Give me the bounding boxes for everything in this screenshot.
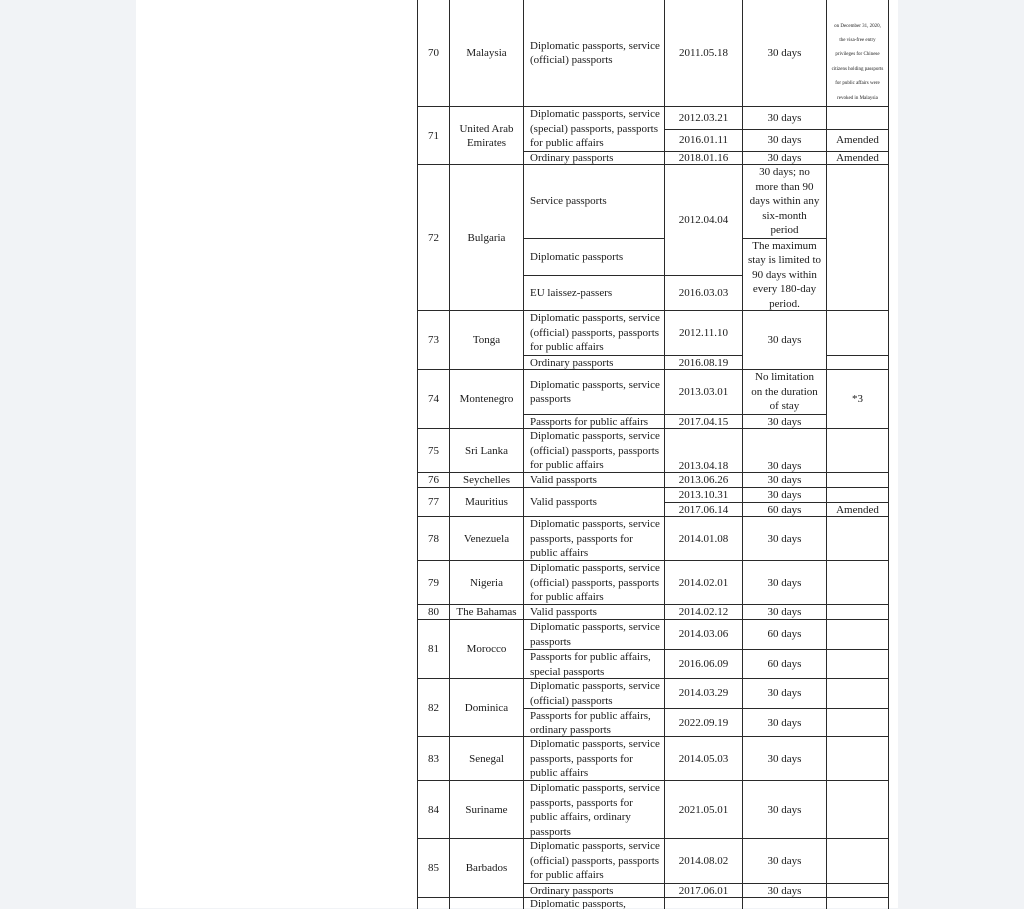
row-number: 82 bbox=[417, 679, 449, 737]
duration-of-stay: 30 days bbox=[742, 781, 826, 839]
duration-of-stay: 30 days bbox=[742, 473, 826, 488]
effective-date: 2011.05.18 bbox=[664, 0, 742, 106]
country-name: United Arab Emirates bbox=[449, 107, 523, 165]
remarks bbox=[826, 517, 889, 561]
duration-of-stay: 30 days bbox=[742, 517, 826, 561]
remarks bbox=[826, 839, 889, 883]
passport-type: Service passports bbox=[523, 165, 664, 238]
effective-date: 2013.10.31 bbox=[664, 488, 742, 502]
remarks bbox=[826, 561, 889, 605]
remarks bbox=[826, 107, 889, 129]
effective-date: 2013.03.01 bbox=[664, 370, 742, 414]
row-number: 74 bbox=[417, 370, 449, 429]
row-number: 73 bbox=[417, 311, 449, 370]
remarks bbox=[826, 605, 889, 620]
country-name: Senegal bbox=[449, 737, 523, 781]
passport-type: Ordinary passports bbox=[523, 355, 664, 370]
passport-type: Diplomatic passports, bbox=[523, 898, 664, 909]
duration-of-stay: No limitation on the duration of stay bbox=[742, 370, 826, 414]
country-name: Morocco bbox=[449, 620, 523, 679]
country-name: Suriname bbox=[449, 781, 523, 839]
country-name: Mauritius bbox=[449, 488, 523, 517]
row-number: 78 bbox=[417, 517, 449, 561]
effective-date: 2012.04.04 bbox=[664, 165, 742, 275]
country-name: Barbados bbox=[449, 839, 523, 898]
remarks: *3 bbox=[826, 370, 889, 429]
duration-of-stay: 30 days bbox=[742, 708, 826, 737]
duration-of-stay: 30 days bbox=[742, 429, 826, 473]
duration-of-stay: 30 days bbox=[742, 151, 826, 165]
passport-type: Diplomatic passports, service (official) passports bbox=[523, 0, 664, 106]
table-row bbox=[417, 678, 889, 737]
row-number: 80 bbox=[417, 605, 449, 620]
country-name: Bulgaria bbox=[449, 165, 523, 311]
effective-date: 2016.03.03 bbox=[664, 275, 742, 311]
country-name: Seychelles bbox=[449, 473, 523, 488]
passport-type: Diplomatic passports, service (official) passports, passports for public affairs bbox=[523, 311, 664, 355]
passport-type: Diplomatic passports, service (official) passports, passports for public affairs bbox=[523, 561, 664, 605]
passport-type: Valid passports bbox=[523, 488, 664, 517]
remarks bbox=[826, 0, 889, 106]
duration-of-stay: 30 days; no more than 90 days within any six-month period bbox=[742, 165, 826, 238]
country-name: Montenegro bbox=[449, 370, 523, 429]
passport-type: Diplomatic passports, service passports, passports for public affairs bbox=[523, 517, 664, 561]
country-name: Sri Lanka bbox=[449, 429, 523, 473]
visa-exemption-table bbox=[417, 0, 889, 908]
passport-type: Ordinary passports bbox=[523, 151, 664, 165]
table-row bbox=[417, 369, 889, 429]
remarks bbox=[826, 708, 889, 737]
remarks bbox=[826, 649, 889, 679]
country-name: Malaysia bbox=[449, 0, 523, 106]
duration-of-stay: 30 days bbox=[742, 679, 826, 708]
duration-of-stay bbox=[742, 898, 826, 909]
duration-of-stay: 30 days bbox=[742, 605, 826, 620]
effective-date: 2014.03.06 bbox=[664, 620, 742, 649]
passport-type: Passports for public affairs bbox=[523, 414, 664, 429]
passport-type: Diplomatic passports, service passports bbox=[523, 620, 664, 649]
duration-of-stay: 30 days bbox=[742, 488, 826, 502]
row-number: 83 bbox=[417, 737, 449, 781]
table-row bbox=[417, 736, 889, 781]
remarks bbox=[826, 898, 889, 909]
duration-of-stay: 30 days bbox=[742, 311, 826, 370]
country-name: Nigeria bbox=[449, 561, 523, 605]
duration-of-stay: The maximum stay is limited to 90 days within every 180-day period. bbox=[742, 238, 826, 311]
remarks bbox=[826, 311, 889, 355]
effective-date: 2014.08.02 bbox=[664, 839, 742, 883]
row-number: 81 bbox=[417, 620, 449, 679]
effective-date: 2012.11.10 bbox=[664, 311, 742, 355]
duration-of-stay: 30 days bbox=[742, 107, 826, 129]
document-page bbox=[136, 0, 898, 908]
duration-of-stay: 30 days bbox=[742, 414, 826, 429]
effective-date: 2012.03.21 bbox=[664, 107, 742, 129]
effective-date bbox=[664, 898, 742, 909]
passport-type: Diplomatic passports bbox=[523, 238, 664, 275]
row-number bbox=[417, 898, 449, 909]
duration-of-stay: 60 days bbox=[742, 649, 826, 679]
passport-type: Diplomatic passports, service (special) passports, passports for public affairs bbox=[523, 107, 664, 151]
duration-of-stay: 60 days bbox=[742, 620, 826, 649]
effective-date: 2013.04.18 bbox=[664, 429, 742, 473]
remarks bbox=[826, 355, 889, 370]
duration-of-stay: 30 days bbox=[742, 737, 826, 781]
table-row bbox=[417, 106, 889, 165]
passport-type: Valid passports bbox=[523, 605, 664, 620]
effective-date: 2018.01.16 bbox=[664, 151, 742, 165]
effective-date: 2022.09.19 bbox=[664, 708, 742, 737]
remarks bbox=[826, 679, 889, 708]
row-number: 70 bbox=[417, 0, 449, 106]
passport-type: Diplomatic passports, service passports bbox=[523, 370, 664, 414]
passport-type: Ordinary passports bbox=[523, 883, 664, 898]
remarks bbox=[826, 429, 889, 473]
row-number: 77 bbox=[417, 488, 449, 517]
passport-type: Valid passports bbox=[523, 473, 664, 488]
effective-date: 2016.01.11 bbox=[664, 129, 742, 151]
table-row bbox=[417, 0, 889, 106]
effective-date: 2014.03.29 bbox=[664, 679, 742, 708]
table-row bbox=[417, 838, 889, 898]
table-row bbox=[417, 897, 889, 909]
table-row bbox=[417, 472, 889, 488]
table-row bbox=[417, 619, 889, 679]
table-row bbox=[417, 780, 889, 839]
effective-date: 2017.04.15 bbox=[664, 414, 742, 429]
table-row bbox=[417, 310, 889, 370]
row-number: 79 bbox=[417, 561, 449, 605]
duration-of-stay: 60 days bbox=[742, 502, 826, 517]
table-row bbox=[417, 560, 889, 605]
remarks: Amended bbox=[826, 129, 889, 151]
passport-type: Diplomatic passports, service passports, passports for public affairs bbox=[523, 737, 664, 781]
passport-type: Passports for public affairs, special passports bbox=[523, 649, 664, 679]
table-row bbox=[417, 487, 889, 517]
row-number: 84 bbox=[417, 781, 449, 839]
effective-date: 2021.05.01 bbox=[664, 781, 742, 839]
effective-date: 2013.06.26 bbox=[664, 473, 742, 488]
passport-type: Diplomatic passports, service (official) passports, passports for public affairs bbox=[523, 429, 664, 473]
remarks bbox=[826, 165, 889, 311]
passport-type: EU laissez-passers bbox=[523, 275, 664, 311]
effective-date: 2014.02.12 bbox=[664, 605, 742, 620]
duration-of-stay: 30 days bbox=[742, 883, 826, 898]
effective-date: 2017.06.01 bbox=[664, 883, 742, 898]
remarks bbox=[826, 620, 889, 649]
row-number: 76 bbox=[417, 473, 449, 488]
duration-of-stay: 30 days bbox=[742, 129, 826, 151]
effective-date: 2014.02.01 bbox=[664, 561, 742, 605]
remarks bbox=[826, 488, 889, 502]
effective-date: 2014.01.08 bbox=[664, 517, 742, 561]
country-name bbox=[449, 898, 523, 909]
country-name: Venezuela bbox=[449, 517, 523, 561]
country-name: Tonga bbox=[449, 311, 523, 370]
passport-type: Diplomatic passports, service (official) passports, passports for public affairs bbox=[523, 839, 664, 883]
effective-date: 2017.06.14 bbox=[664, 502, 742, 517]
remarks bbox=[826, 883, 889, 898]
remarks bbox=[826, 781, 889, 839]
remarks bbox=[826, 473, 889, 488]
effective-date: 2014.05.03 bbox=[664, 737, 742, 781]
table-row bbox=[417, 428, 889, 473]
table-row bbox=[417, 164, 889, 311]
row-number: 71 bbox=[417, 107, 449, 165]
row-number: 75 bbox=[417, 429, 449, 473]
remarks-text: on December 31, 2020, the visa-free entry privileges for Chinese citizens holding passports for public affairs were revoked in Malaysia bbox=[831, 23, 884, 101]
duration-of-stay: 30 days bbox=[742, 561, 826, 605]
row-number: 72 bbox=[417, 165, 449, 311]
remarks bbox=[826, 737, 889, 781]
passport-type: Diplomatic passports, service passports, passports for public affairs, ordinary passports bbox=[523, 781, 664, 839]
row-number: 85 bbox=[417, 839, 449, 898]
effective-date: 2016.08.19 bbox=[664, 355, 742, 370]
duration-of-stay: 30 days bbox=[742, 839, 826, 883]
table-row bbox=[417, 516, 889, 561]
remarks: Amended bbox=[826, 502, 889, 517]
passport-type: Passports for public affairs, ordinary passports bbox=[523, 708, 664, 737]
table-row bbox=[417, 604, 889, 620]
country-name: Dominica bbox=[449, 679, 523, 737]
effective-date: 2016.06.09 bbox=[664, 649, 742, 679]
remarks: Amended bbox=[826, 151, 889, 165]
country-name: The Bahamas bbox=[449, 605, 523, 620]
duration-of-stay: 30 days bbox=[742, 0, 826, 106]
passport-type: Diplomatic passports, service (official) passports bbox=[523, 679, 664, 708]
